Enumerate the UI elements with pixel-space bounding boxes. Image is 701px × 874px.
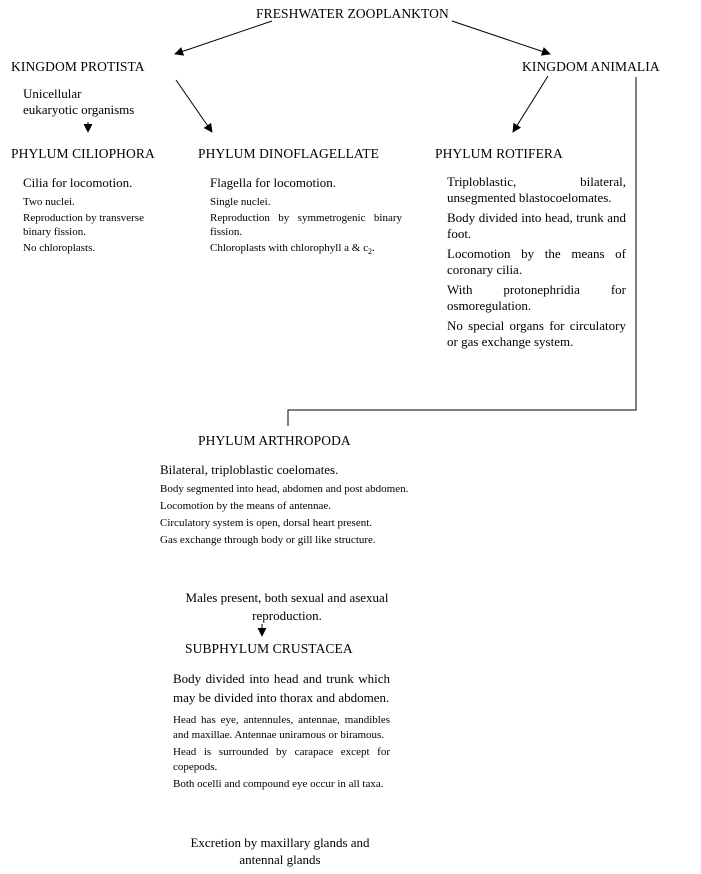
- rotifera-trait: No special organs for circulatory or gas exchange system.: [447, 318, 626, 349]
- dinoflagellate-trait: Reproduction by symmetrogenic binary fission.: [210, 212, 402, 238]
- protista-note-line: Unicellular: [23, 86, 82, 101]
- dinoflagellate-chloroplast-text: Chloroplasts with chlorophyll a & c: [210, 242, 368, 254]
- protista-note: [23, 86, 173, 118]
- phylum-arthropoda-title: PHYLUM ARTHROPODA: [198, 433, 351, 448]
- rotifera-trait: Triploblastic, bilateral, unsegmented blastocoelomates.: [447, 174, 626, 205]
- crustacea-trait: Head is surrounded by carapace except for copepods.: [173, 746, 390, 773]
- protista-note-line: eukaryotic organisms: [23, 102, 135, 117]
- rotifera-trait: Body divided into head, trunk and foot.: [447, 210, 626, 241]
- ciliophora-trait: No chloroplasts.: [23, 242, 96, 254]
- dinoflagellate-trait: Single nuclei.: [210, 196, 271, 208]
- arthropoda-trait: Circulatory system is open, dorsal heart present.: [160, 517, 373, 529]
- dinoflagellate-period: .: [371, 242, 375, 254]
- kingdom-animalia-title: KINGDOM ANIMALIA: [522, 59, 660, 74]
- arthropoda-closing: Males present, both sexual and asexual reproduction.: [185, 590, 389, 623]
- ciliophora-trait: Reproduction by transverse binary fission.: [23, 212, 144, 238]
- crustacea-closing: Excretion by maxillary glands and antennal glands: [190, 835, 370, 867]
- ciliophora-traits: [23, 175, 166, 255]
- dinoflagellate-traits: [210, 175, 402, 259]
- arthropoda-lead: Bilateral, triploblastic coelomates.: [160, 462, 339, 477]
- phylum-rotifera-title: PHYLUM ROTIFERA: [435, 146, 563, 161]
- arthropoda-trait: Body segmented into head, abdomen and post abdomen.: [160, 483, 409, 495]
- dinoflagellate-trait: [210, 241, 402, 259]
- crustacea-lead: Body divided into head and trunk which may be divided into thorax and abdomen.: [173, 671, 390, 705]
- subphylum-crustacea-title: SUBPHYLUM CRUSTACEA: [185, 641, 353, 656]
- rotifera-trait: Locomotion by the means of coronary cilia.: [447, 246, 626, 277]
- arthropoda-traits: [160, 462, 414, 548]
- ciliophora-trait: Two nuclei.: [23, 196, 75, 208]
- arrow-root-to-animalia: [452, 21, 550, 54]
- phylum-dinoflagellate-title: PHYLUM DINOFLAGELLATE: [198, 146, 379, 161]
- arthropoda-trait: Locomotion by the means of antennae.: [160, 500, 332, 512]
- phylum-ciliophora-title: PHYLUM CILIOPHORA: [11, 146, 155, 161]
- arrow-root-to-protista: [175, 21, 272, 54]
- arthropoda-trait: Gas exchange through body or gill like structure.: [160, 534, 376, 546]
- subscript-two: 2: [367, 247, 372, 257]
- crustacea-trait: Head has eye, antennules, antennae, mandibles and maxillae. Antennae uniramous or biramous.: [173, 714, 390, 741]
- ciliophora-lead: Cilia for locomotion.: [23, 175, 133, 190]
- kingdom-protista-title: KINGDOM PROTISTA: [11, 59, 145, 74]
- crustacea-trait: Both ocelli and compound eye occur in all taxa.: [173, 778, 384, 790]
- arrow-animalia-to-rotifera: [513, 76, 548, 132]
- rotifera-trait: With protonephridia for osmoregulation.: [447, 282, 626, 313]
- dinoflagellate-lead: Flagella for locomotion.: [210, 175, 337, 190]
- rotifera-traits: [447, 174, 626, 353]
- crustacea-traits: [173, 669, 390, 792]
- arrow-protista-to-dinoflagellate: [176, 80, 212, 132]
- root-title: FRESHWATER ZOOPLANKTON: [256, 6, 449, 21]
